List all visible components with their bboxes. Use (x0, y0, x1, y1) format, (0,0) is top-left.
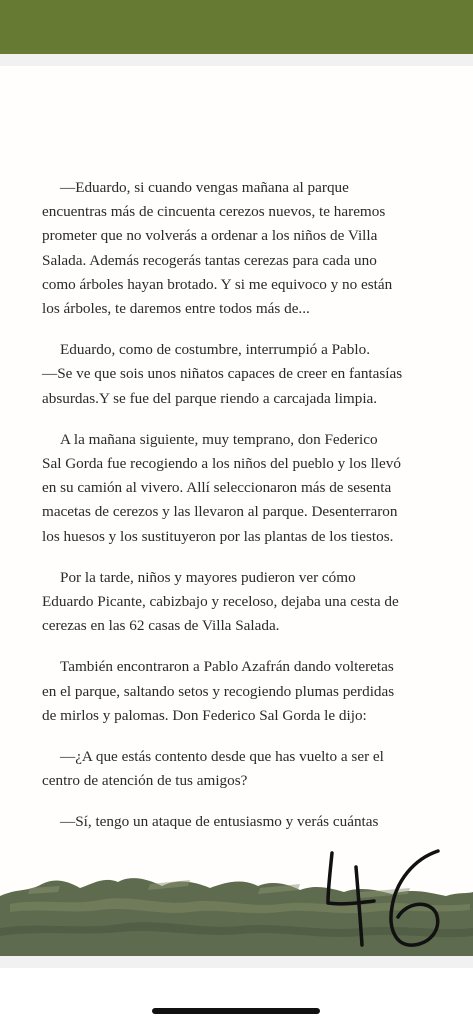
text-line: Por la tarde, niños y mayores pudieron ver cómo (60, 568, 356, 586)
pen-strokes (328, 851, 438, 945)
paragraph (42, 810, 454, 834)
text-line: en el parque, saltando setos y recogiendo plumas perdidas (42, 682, 395, 700)
text-line: macetas de cerezos y las llevaron al parque. Desenterraron (42, 503, 398, 521)
home-indicator[interactable] (152, 1008, 320, 1014)
text-line: —Eduardo, si cuando vengas mañana al parque (60, 179, 349, 196)
text-line: —¿A que estás contento desde que has vuelto a ser el (60, 748, 384, 766)
text-line: Salada. Además recogerás tantas cerezas para cada uno (42, 251, 377, 269)
text-line: prometer que no volverás a ordenar a los niños de Villa (42, 227, 378, 245)
text-line: absurdas.Y se fue del parque riendo a carcajada limpia. (42, 389, 378, 407)
text-line: Sal Gorda fue recogiendo a los niños del pueblo y los llevó (42, 455, 401, 473)
page-separator-bottom (0, 956, 473, 968)
paragraph (42, 428, 454, 549)
story-text (42, 176, 454, 852)
text-line: Eduardo Picante, cabizbajo y receloso, dejaba una cesta de (42, 593, 399, 611)
text-line: en su camión al vivero. Allí seleccionaron más de sesenta (42, 479, 392, 497)
text-line: —Se ve que sois unos niñatos capaces de creer en fantasías (42, 365, 403, 383)
top-decorative-band (0, 0, 473, 54)
page-separator-top (0, 54, 473, 66)
text-line: encuentras más de cincuenta cerezos nuevos, te haremos (42, 203, 386, 221)
handwritten-page-number (318, 845, 448, 955)
text-line: —Sí, tengo un ataque de entusiasmo y verás cuántas (60, 813, 379, 831)
bottom-bar (0, 968, 473, 1024)
text-line: los huesos y los sustituyeron por las plantas de los tiestos. (42, 527, 394, 545)
paragraph (42, 176, 454, 321)
paragraph (42, 566, 454, 639)
paragraph (42, 655, 454, 728)
text-line: centro de atención de tus amigos? (42, 772, 248, 790)
text-line: los árboles, te daremos entre todos más de... (42, 300, 310, 318)
text-line: Eduardo, como de costumbre, interrumpió a Pablo. (60, 341, 371, 359)
paragraph (42, 338, 454, 411)
text-line: cerezas en las 62 casas de Villa Salada. (42, 617, 280, 635)
text-line: como árboles hayan brotado. Y si me equivoco y no están (42, 275, 393, 293)
text-line: de mirlos y palomas. Don Federico Sal Gorda le dijo: (42, 706, 367, 724)
text-line: También encontraron a Pablo Azafrán dando volteretas (60, 658, 394, 676)
text-line: A la mañana siguiente, muy temprano, don Federico (60, 430, 378, 448)
paragraph (42, 745, 454, 793)
